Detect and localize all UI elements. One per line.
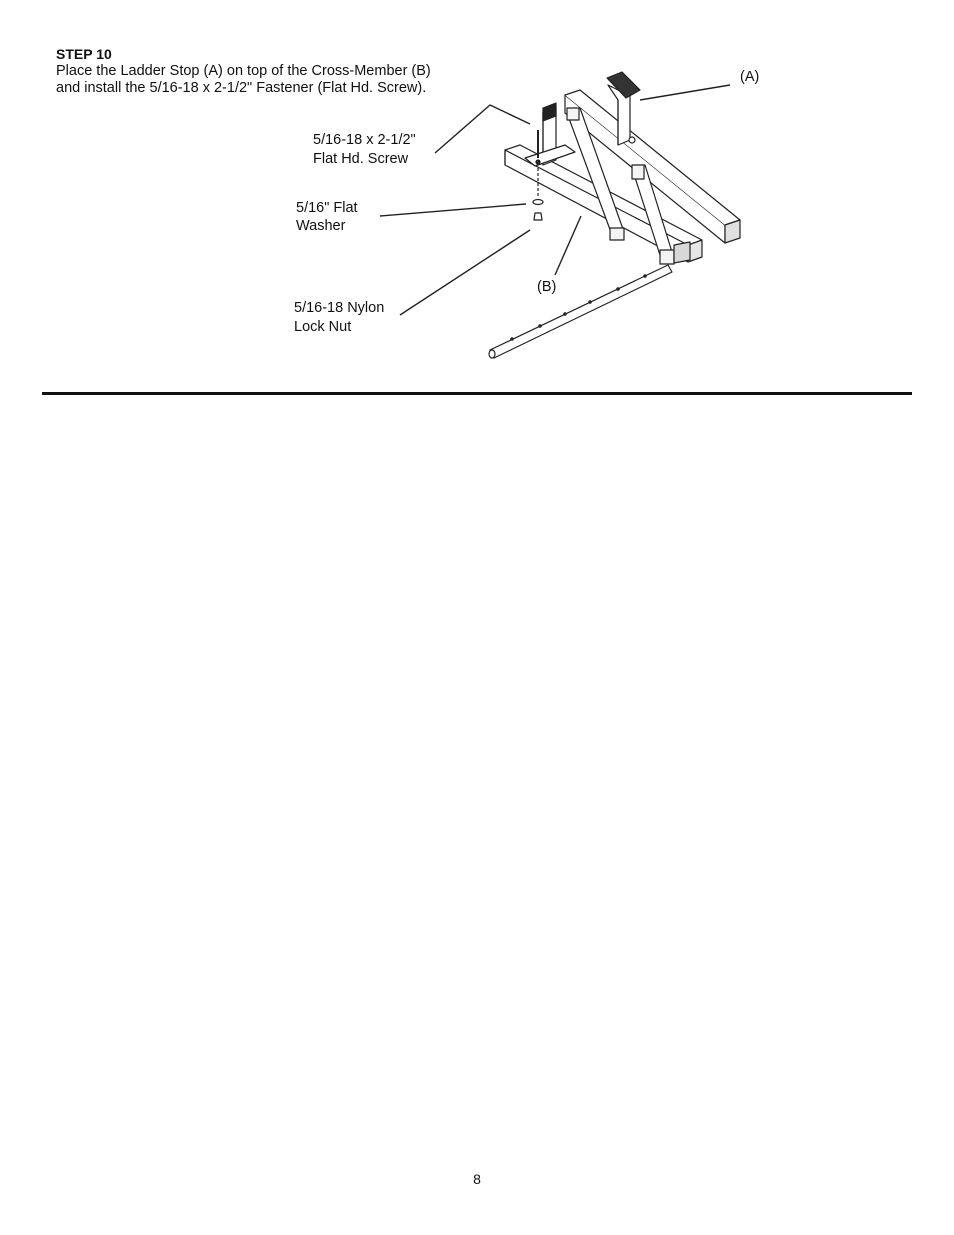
leader-a — [640, 85, 730, 100]
callout-screw-line-1: 5/16-18 x 2-1/2" — [313, 132, 416, 148]
leader-b — [555, 216, 581, 275]
callout-nut-line-1: 5/16-18 Nylon — [294, 300, 385, 316]
callout-washer-line-2: Washer — [296, 218, 346, 234]
leader-nut — [400, 230, 530, 315]
page-number: 8 — [473, 1171, 481, 1187]
callout-nut-line-2: Lock Nut — [294, 319, 352, 335]
callout-screw-line-2: Flat Hd. Screw — [313, 151, 409, 167]
lower-rod — [489, 265, 672, 358]
callout-a: (A) — [740, 69, 760, 85]
step-title: STEP 10 — [56, 46, 112, 62]
lock-nut — [534, 213, 542, 220]
step-text-line-1: Place the Ladder Stop (A) on top of the Cross-Member (B) — [56, 63, 431, 79]
step-text-line-2: and install the 5/16-18 x 2-1/2" Fastener (Flat Hd. Screw). — [56, 80, 427, 96]
leader-washer — [380, 204, 526, 216]
section-divider — [42, 392, 912, 395]
callout-b: (B) — [537, 279, 557, 295]
assembly-diagram — [0, 0, 954, 390]
callout-washer-line-1: 5/16" Flat — [296, 200, 358, 216]
washer — [533, 200, 543, 205]
